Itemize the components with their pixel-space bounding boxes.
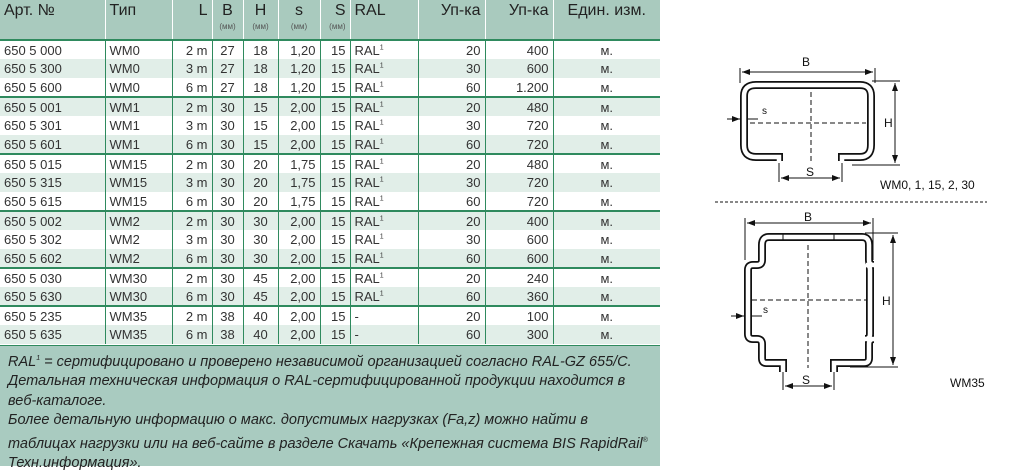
cell-value: 45 [253, 288, 268, 304]
cell-value: 6 m [185, 193, 208, 209]
cell-value: 3 m [185, 118, 208, 133]
profile-wm0-diagram [727, 55, 975, 192]
cell-value: м. [600, 288, 614, 304]
cell-value: 360 [526, 288, 549, 304]
cell-value: 650 5 630 [4, 288, 62, 304]
cell-value: 30 [220, 250, 235, 266]
cell-value: 30 [220, 232, 235, 247]
cell-value: 15 [331, 175, 346, 190]
cell-value: м. [600, 308, 614, 324]
cell-value: 600 [526, 250, 549, 266]
ral-footnote-mark: 1 [379, 44, 384, 52]
cell-value: 15 [331, 118, 346, 133]
header-label: H [254, 2, 267, 19]
cell-value: RAL [354, 61, 380, 76]
cell-value: 30 [220, 136, 235, 152]
cell-value: 1,20 [290, 61, 316, 76]
cell-value: WM0 [109, 42, 140, 58]
cell-value: WM0 [109, 79, 140, 95]
cell-value: 20 [466, 99, 481, 115]
cell-value: 20 [253, 175, 268, 190]
cell-value: 20 [253, 193, 268, 209]
dim-slot-label: S [802, 373, 811, 387]
ral-footnote-mark: 1 [379, 62, 384, 70]
cell-value: 650 5 302 [4, 232, 62, 247]
cell-value: WM1 [109, 136, 140, 152]
cell-value: 2,00 [290, 308, 316, 324]
header-label: L [198, 2, 208, 19]
cell-value: 6 m [185, 250, 208, 266]
cell-value: 18 [253, 42, 268, 58]
cell-value: 30 [253, 232, 268, 247]
cell-value: WM1 [109, 118, 140, 133]
cell-value: WM15 [109, 193, 148, 209]
cell-value: 600 [526, 61, 549, 76]
cell-value: 15 [331, 99, 346, 115]
ral-footnote-mark: 1 [379, 119, 384, 127]
cell-value: 2,00 [290, 270, 316, 286]
cell-value: 20 [253, 156, 268, 172]
cell-value: 60 [466, 250, 481, 266]
cell-value: м. [600, 250, 614, 266]
cell-value: м. [600, 99, 614, 115]
dim-thickness-label: s [763, 305, 768, 316]
cell-value: 30 [253, 213, 268, 229]
cell-value: 3 m [185, 61, 208, 76]
cell-value: 60 [466, 288, 481, 304]
cell-value: 38 [220, 308, 235, 324]
cell-value: 30 [466, 118, 481, 133]
cell-value: 15 [331, 79, 346, 95]
dim-h-label: H [882, 294, 891, 308]
cell-value: RAL [354, 136, 380, 152]
header-label: RAL [354, 2, 386, 19]
cell-value: 720 [526, 175, 549, 190]
ral-footnote-mark: 1 [379, 215, 384, 223]
cell-value: WM2 [109, 213, 140, 229]
ral-footnote-mark: 1 [379, 138, 384, 146]
cell-value: 15 [331, 193, 346, 209]
cell-value: 650 5 300 [4, 61, 62, 76]
cell-value: 18 [253, 79, 268, 95]
cell-value: WM35 [109, 327, 148, 342]
cell-value: 2,00 [290, 213, 316, 229]
cell-value: 30 [220, 156, 235, 172]
cell-value: 20 [466, 42, 481, 58]
cell-value: 650 5 600 [4, 79, 62, 95]
cell-value: 650 5 030 [4, 270, 62, 286]
cell-value: 45 [253, 270, 268, 286]
header-label: B [222, 2, 233, 19]
cell-value: 30 [220, 288, 235, 304]
cell-value: 15 [331, 270, 346, 286]
cell-value: 2 m [185, 308, 208, 324]
cell-value: 100 [526, 308, 549, 324]
cell-value: м. [600, 118, 614, 133]
dim-h-label: H [884, 116, 893, 130]
cell-value: 27 [220, 42, 235, 58]
footnote-sup: 1 [36, 355, 41, 362]
cell-value: м. [600, 213, 614, 229]
cell-value: 60 [466, 136, 481, 152]
footnote-ral-text: = сертифицировано и проверено независимой организацией согласно RAL-GZ 655/C. [40, 353, 632, 370]
cell-value: 480 [526, 99, 549, 115]
cell-value: RAL [354, 232, 380, 247]
cell-value: WM30 [109, 288, 148, 304]
cell-value: 30 [466, 175, 481, 190]
footnote-catalog-text: Детальная техническая информация о RAL-сертифицированной продукции находится в веб-каталоге. [8, 373, 626, 409]
cell-value: RAL [354, 42, 380, 58]
cell-value: 650 5 601 [4, 136, 62, 152]
cell-value: 30 [220, 99, 235, 115]
cell-value: м. [600, 327, 614, 342]
cell-value: 2,00 [290, 327, 316, 342]
ral-footnote-mark: 1 [379, 176, 384, 184]
cell-value: 30 [220, 175, 235, 190]
cell-value: 15 [331, 327, 346, 342]
cell-value: 6 m [185, 288, 208, 304]
cell-value: WM35 [109, 308, 148, 324]
cell-value: 30 [220, 270, 235, 286]
profile-wm35-diagram [731, 210, 985, 390]
cell-value: 15 [253, 118, 268, 133]
cell-value: RAL [354, 193, 380, 209]
ral-footnote-mark: 1 [379, 101, 384, 109]
cell-value: 15 [331, 156, 346, 172]
ral-footnote-mark: 1 [379, 252, 384, 260]
cell-value: RAL [354, 156, 380, 172]
cell-value: 20 [466, 308, 481, 324]
cell-value: RAL [354, 213, 380, 229]
cell-value: м. [600, 232, 614, 247]
cell-value: 38 [220, 327, 235, 342]
header-unit: (мм) [219, 22, 236, 31]
cell-value: м. [600, 79, 614, 95]
cell-value: 2,00 [290, 99, 316, 115]
cell-value: WM1 [109, 99, 140, 115]
cell-value: 2 m [185, 213, 208, 229]
cell-value: WM15 [109, 156, 148, 172]
cell-value: 720 [526, 136, 549, 152]
cell-value: RAL [354, 288, 380, 304]
caption-wm35: WM35 [950, 376, 985, 390]
cell-value: м. [600, 156, 614, 172]
cell-value: 650 5 002 [4, 213, 62, 229]
cell-value: 15 [331, 213, 346, 229]
header-label: Един. изм. [567, 2, 646, 19]
cell-value: м. [600, 136, 614, 152]
cell-value: 6 m [185, 136, 208, 152]
cell-value: м. [600, 42, 614, 58]
cell-value: 650 5 602 [4, 250, 62, 266]
cell-value: RAL [354, 250, 380, 266]
header-label: S [334, 2, 346, 19]
cell-value: 15 [331, 288, 346, 304]
cell-value: 15 [331, 232, 346, 247]
cell-value: 650 5 015 [4, 156, 62, 172]
header-label: Тип [109, 2, 137, 19]
cell-value: 650 5 000 [4, 42, 62, 58]
header-unit: (мм) [252, 22, 269, 31]
cell-value: 30 [466, 232, 481, 247]
cell-value: м. [600, 270, 614, 286]
cell-value: 1,20 [290, 42, 316, 58]
cell-value: 650 5 235 [4, 308, 62, 324]
cell-value: WM2 [109, 232, 140, 247]
cell-value: 2 m [185, 99, 208, 115]
cell-value: WM30 [109, 270, 148, 286]
cell-value: 40 [253, 308, 268, 324]
cell-value: 300 [526, 327, 549, 342]
ral-footnote-mark: 1 [379, 272, 384, 280]
cell-value: 600 [526, 232, 549, 247]
cell-value: 30 [220, 193, 235, 209]
cell-value: 30 [253, 250, 268, 266]
cell-value: 60 [466, 193, 481, 209]
cell-value: 3 m [185, 175, 208, 190]
cell-value: 15 [331, 42, 346, 58]
cell-value: 2,00 [290, 136, 316, 152]
cell-value: WM15 [109, 175, 148, 190]
cell-value: м. [600, 175, 614, 190]
caption-wm0-series: WM0, 1, 15, 2, 30 [880, 178, 975, 192]
cell-value: 20 [466, 156, 481, 172]
cell-value: 30 [466, 61, 481, 76]
cell-value: RAL [354, 118, 380, 133]
cell-value: 400 [526, 42, 549, 58]
cell-value: 18 [253, 61, 268, 76]
ral-footnote-mark: 1 [379, 195, 384, 203]
cell-value: 1,75 [290, 193, 316, 209]
cell-value: 40 [253, 327, 268, 342]
ral-footnote-mark: 1 [379, 290, 384, 298]
ral-footnote-mark: 1 [379, 158, 384, 166]
cell-value: 6 m [185, 79, 208, 95]
cell-value: 650 5 315 [4, 175, 62, 190]
cell-value: 2 m [185, 156, 208, 172]
cell-value: 650 5 301 [4, 118, 62, 133]
dim-b-label: B [802, 55, 811, 69]
cell-value: WM2 [109, 250, 140, 266]
cell-value: 400 [526, 213, 549, 229]
cell-value: 2 m [185, 42, 208, 58]
header-unit: (мм) [290, 22, 308, 31]
cell-value: 20 [466, 213, 481, 229]
cell-value: 1.200 [515, 79, 549, 95]
cell-value: 15 [331, 61, 346, 76]
cell-value: 2 m [185, 270, 208, 286]
cell-value: м. [600, 61, 614, 76]
cell-value: 15 [331, 136, 346, 152]
footnote-reg-sup: ® [642, 436, 648, 444]
cell-value: 1,75 [290, 156, 316, 172]
cell-value: 2,00 [290, 288, 316, 304]
cell-value: - [354, 308, 359, 324]
footnote-load-text: Более детальную информацию о макс. допустимых нагрузках (Fa,z) можно найти в таблицах нагрузки или на веб-сайте в разделе Скачать «Крепежная система BIS RapidRail [8, 412, 643, 452]
cell-value: 650 5 615 [4, 193, 62, 209]
header-label: Арт. № [4, 2, 55, 19]
cell-value: 27 [220, 61, 235, 76]
ral-footnote-mark: 1 [379, 233, 384, 241]
cell-value: 1,20 [290, 79, 316, 95]
header-label: Уп-ка [508, 2, 549, 19]
cell-value: 2,00 [290, 232, 316, 247]
cell-value: 2,00 [290, 250, 316, 266]
footnote-load-text-end: Техн.информация». [8, 455, 142, 472]
cell-value: WM0 [109, 61, 140, 76]
cell-value: 30 [220, 118, 235, 133]
cell-value: 2,00 [290, 118, 316, 133]
header-unit: (мм) [329, 22, 346, 31]
dim-b-label: B [804, 210, 813, 224]
cell-value: 60 [466, 327, 481, 342]
cell-value: RAL [354, 99, 380, 115]
cell-value: RAL [354, 79, 380, 95]
cell-value: 15 [331, 250, 346, 266]
cell-value: м. [600, 193, 614, 209]
cell-value: 15 [253, 136, 268, 152]
header-label: Уп-ка [440, 2, 481, 19]
cell-value: 3 m [185, 232, 208, 247]
cell-value: 15 [331, 308, 346, 324]
header-label: s [295, 2, 303, 19]
cell-value: 60 [466, 79, 481, 95]
cell-value: 30 [220, 213, 235, 229]
cell-value: 650 5 635 [4, 327, 62, 342]
cell-value: 20 [466, 270, 481, 286]
cell-value: - [354, 327, 359, 342]
cell-value: 720 [526, 193, 549, 209]
dim-slot-label: S [806, 165, 815, 179]
cell-value: 650 5 001 [4, 99, 62, 115]
cell-value: RAL [354, 175, 380, 190]
cell-value: RAL [354, 270, 380, 286]
dim-thickness-label: s [762, 106, 767, 117]
ral-footnote-mark: 1 [379, 81, 384, 89]
cell-value: 27 [220, 79, 235, 95]
cell-value: 720 [526, 118, 549, 133]
cell-value: 480 [526, 156, 549, 172]
cell-value: 1,75 [290, 175, 316, 190]
cell-value: 240 [526, 270, 549, 286]
cell-value: 6 m [185, 327, 208, 342]
footnote-ral: RAL [8, 353, 37, 370]
cell-value: 15 [253, 99, 268, 115]
